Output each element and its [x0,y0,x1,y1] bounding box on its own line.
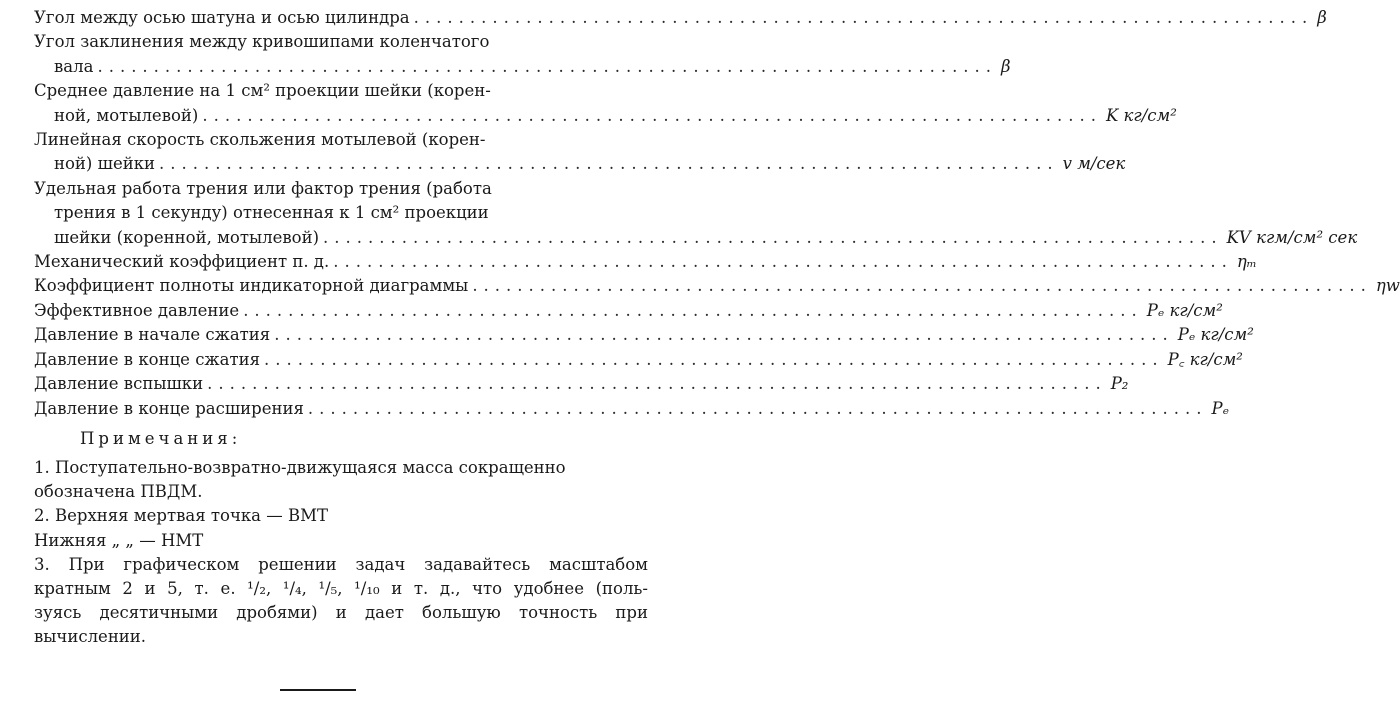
entry-text-line: Линейная скорость скольжения мотылевой (корен- [34,130,486,150]
leader-dots: ................................................................................ [333,252,1233,272]
nomenclature-entry [34,323,1254,347]
entry-text-line: ной, мотылевой) [54,105,199,125]
nomenclature-list [34,6,1400,421]
nomenclature-entry [34,128,1126,177]
note-line: 2. Верхняя мертвая точка — ВМТ [34,506,329,526]
entry-text-line: Давление в конце расширения [34,398,304,418]
notes-list [34,456,648,650]
nomenclature-entry [34,348,1243,372]
nomenclature-entry [34,274,1400,298]
notes-title: Примечания: [80,429,242,448]
leader-dots: ................................................................................ [243,300,1143,320]
nomenclature-entry [34,250,1257,274]
leader-dots: ................................................................................ [307,398,1208,418]
leader-dots: ................................................................................ [274,325,1174,345]
nomenclature-entry [34,6,1327,30]
entry-symbol: ηₘ [1236,252,1257,272]
note-line: 1. Поступательно-возвратно-движущаяся масса сокращенно [34,458,566,477]
entry-symbol: KV кгм/см² сек [1226,227,1358,247]
leader-dots: ................................................................................ [323,227,1223,247]
entry-text-line: Давление в конце сжатия [34,349,260,369]
entry-symbol: Pₑ кг/см² [1146,300,1223,320]
leader-dots: ................................................................................ [413,8,1314,27]
entry-text-line: Коэффициент полноты индикаторной диаграммы [34,276,469,296]
entry-symbol: Pₑ кг/см² [1177,325,1254,345]
entry-text-line: трения в 1 секунду) отнесенная к 1 см² проекции [54,203,489,223]
leader-dots: ................................................................................ [263,349,1164,369]
entry-symbol: K кг/см² [1105,105,1177,125]
nomenclature-entry [34,372,1129,396]
entry-text-line: Давление вспышки [34,374,204,394]
leader-dots: ................................................................................ [97,56,998,76]
nomenclature-entry [34,397,1229,421]
entry-symbol: v м/сек [1062,154,1126,174]
leader-dots: ................................................................................ [159,154,1059,174]
entry-text-line: вала [54,56,94,76]
entry-text-line: Угол заклинения между кривошипами коленчатого [34,32,490,52]
note-line: обозначена ПВДМ. [34,482,203,502]
entry-text-line: Давление в начале сжатия [34,325,271,345]
leader-dots: ................................................................................ [472,276,1372,296]
leader-dots: ................................................................................ [202,105,1102,125]
entry-text-line: Среднее давление на 1 см² проекции шейки (корен- [34,81,491,101]
leader-dots: ................................................................................ [207,374,1107,394]
entry-symbol: P꜀ кг/см² [1167,349,1243,369]
nomenclature-entry [34,299,1223,323]
entry-symbol: β [1317,8,1327,27]
entry-symbol: β [1001,56,1011,76]
entry-symbol: Pₑ [1211,398,1229,418]
note-line: кратным 2 и 5, т. е. ¹/₂, ¹/₄, ¹/₅, ¹/₁₀ и т. д., что удобнее (поль- [34,579,648,599]
entry-symbol: P₂ [1110,374,1129,394]
entry-symbol: ηw [1375,276,1400,296]
entry-text-line: Механический коэффициент п. д. [34,252,330,272]
nomenclature-entry [34,79,1177,128]
entry-text-line: шейки (коренной, мотылевой) [54,227,320,247]
entry-text-line: Угол между осью шатуна и осью цилиндра [34,8,410,27]
entry-text-line: Эффективное давление [34,300,240,320]
nomenclature-entry [34,30,1011,79]
note-line: зуясь десятичными дробями) и дает большую точность при [34,603,648,623]
end-rule [280,689,356,691]
note-line: 3. При графическом решении задач задавайтесь масштабом [34,554,648,574]
note-line: Нижняя „ „ — НМТ [34,530,204,550]
entry-text-line: Удельная работа трения или фактор трения (работа [34,178,492,198]
nomenclature-entry [34,177,1358,250]
note-line: вычислении. [34,627,147,647]
entry-text-line: ной) шейки [54,154,156,174]
